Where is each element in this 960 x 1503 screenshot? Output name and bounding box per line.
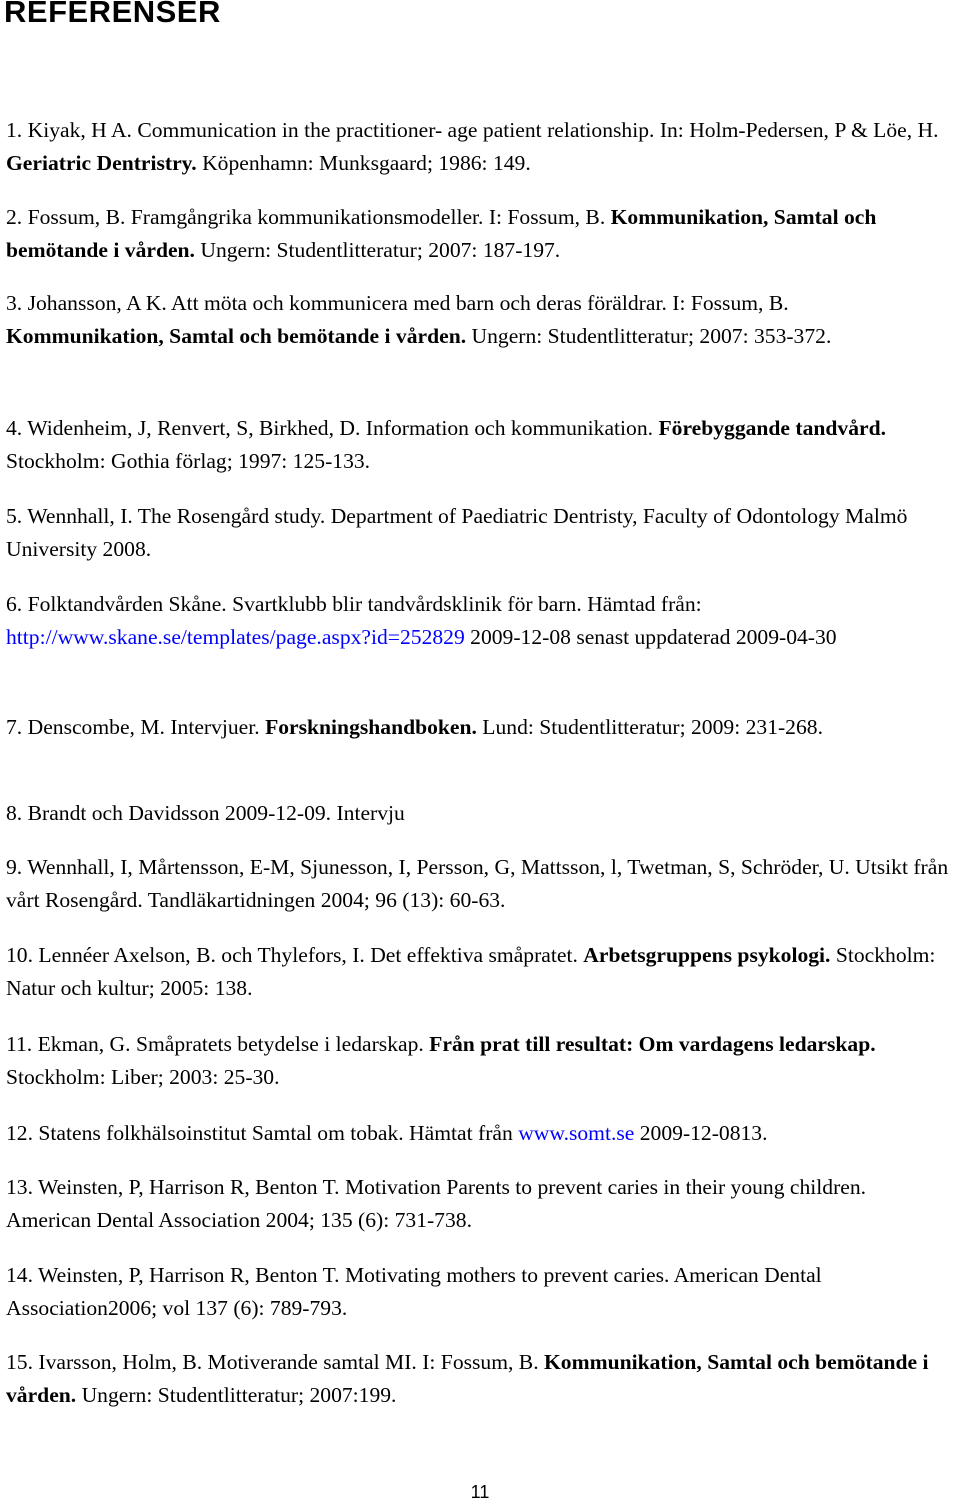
reference-text: 8. Brandt och Davidsson 2009-12-09. Intervju	[6, 801, 405, 825]
reference-text: 9. Wennhall, I, Mårtensson, E-M, Sjunesson, I, Persson, G, Mattsson, l, Twetman, S, Schröder, U. Utsikt från vårt Rosengård. Tandläkartidningen 2004; 96 (13): 60-63.	[6, 855, 949, 912]
reference-item	[6, 1117, 951, 1150]
reference-item	[6, 500, 951, 566]
reference-text: Stockholm: Liber; 2003: 25-30.	[6, 1064, 280, 1089]
reference-text: Ungern: Studentlitteratur; 2007: 353-372.	[466, 323, 832, 348]
reference-text: Stockholm: Natur och kultur; 2005: 138.	[6, 943, 936, 1000]
reference-text: 10. Lennéer Axelson, B. och Thylefors, I. Det effektiva småpratet.	[6, 943, 584, 967]
reference-title: Geriatric Dentristry.	[6, 150, 197, 175]
reference-item	[6, 201, 951, 267]
reference-item	[6, 588, 951, 654]
reference-text: 4. Widenheim, J, Renvert, S, Birkhed, D. Information och kommunikation.	[6, 416, 659, 440]
reference-text: Köpenhamn: Munksgaard; 1986: 149.	[196, 150, 531, 175]
reference-text: 2009-12-0813.	[634, 1121, 768, 1145]
reference-text: 6. Folktandvården Skåne. Svartklubb blir tandvårdsklinik för barn. Hämtad från:	[6, 592, 702, 616]
reference-text: 7. Denscombe, M. Intervjuer.	[6, 715, 266, 739]
reference-text: 12. Statens folkhälsoinstitut Samtal om tobak. Hämtat från	[6, 1121, 519, 1145]
reference-title: Kommunikation, Samtal och bemötande i vården.	[6, 1350, 929, 1407]
reference-text: Ungern: Studentlitteratur; 2007: 187-197.	[194, 237, 561, 262]
reference-title: Kommunikation, Samtal och bemötande i vården.	[6, 323, 467, 348]
reference-text: Ungern: Studentlitteratur; 2007:199.	[76, 1382, 397, 1407]
reference-text: 15. Ivarsson, Holm, B. Motiverande samtal MI. I: Fossum, B.	[6, 1350, 545, 1374]
reference-item	[6, 114, 951, 180]
reference-text: Stockholm: Gothia förlag; 1997: 125-133.	[6, 448, 371, 473]
reference-item	[6, 851, 951, 917]
reference-text: 1. Kiyak, H A. Communication in the practitioner- age patient relationship. In: Holm-Pedersen, P & Löe, H.	[6, 118, 939, 142]
reference-item	[6, 1346, 951, 1412]
reference-text: 11. Ekman, G. Småpratets betydelse i ledarskap.	[6, 1032, 430, 1056]
reference-item	[6, 287, 951, 353]
reference-text: 2009-12-08 senast uppdaterad 2009-04-30	[464, 624, 837, 649]
reference-item	[6, 1259, 951, 1325]
reference-text: 14. Weinsten, P, Harrison R, Benton T. Motivating mothers to prevent caries. American Dental Association2006; vol 137 (6): 789-793.	[6, 1263, 822, 1320]
page-number: 11	[470, 1482, 490, 1502]
reference-text: Lund: Studentlitteratur; 2009: 231-268.	[476, 715, 823, 739]
page-title: REFERENSER	[4, 0, 221, 29]
reference-text: 5. Wennhall, I. The Rosengård study. Department of Paediatric Dentristy, Faculty of Odontology Malmö University 2008.	[6, 504, 908, 561]
reference-item	[6, 797, 951, 830]
reference-item	[6, 939, 951, 1005]
reference-text: 2. Fossum, B. Framgångrika kommunikationsmodeller. I: Fossum, B.	[6, 205, 611, 229]
reference-item	[6, 1028, 951, 1094]
reference-title: Arbetsgruppens psykologi.	[583, 943, 831, 967]
reference-item	[6, 711, 951, 744]
reference-title: Forskningshandboken.	[265, 715, 477, 739]
reference-item	[6, 412, 951, 478]
reference-title: Kommunikation, Samtal och bemötande i vården.	[6, 205, 877, 262]
reference-item	[6, 1171, 951, 1237]
reference-link[interactable]: http://www.skane.se/templates/page.aspx?id=252829	[6, 624, 465, 649]
reference-title: Förebyggande tandvård.	[658, 416, 887, 440]
reference-text: 3. Johansson, A K. Att möta och kommunicera med barn och deras föräldrar. I: Fossum, B.	[6, 291, 789, 315]
reference-text: 13. Weinsten, P, Harrison R, Benton T. Motivation Parents to prevent caries in their young children. American Dental Association 2004; 135 (6): 731-738.	[6, 1175, 867, 1232]
reference-link[interactable]: www.somt.se	[518, 1121, 635, 1145]
reference-title: Från prat till resultat: Om vardagens ledarskap.	[429, 1032, 876, 1056]
